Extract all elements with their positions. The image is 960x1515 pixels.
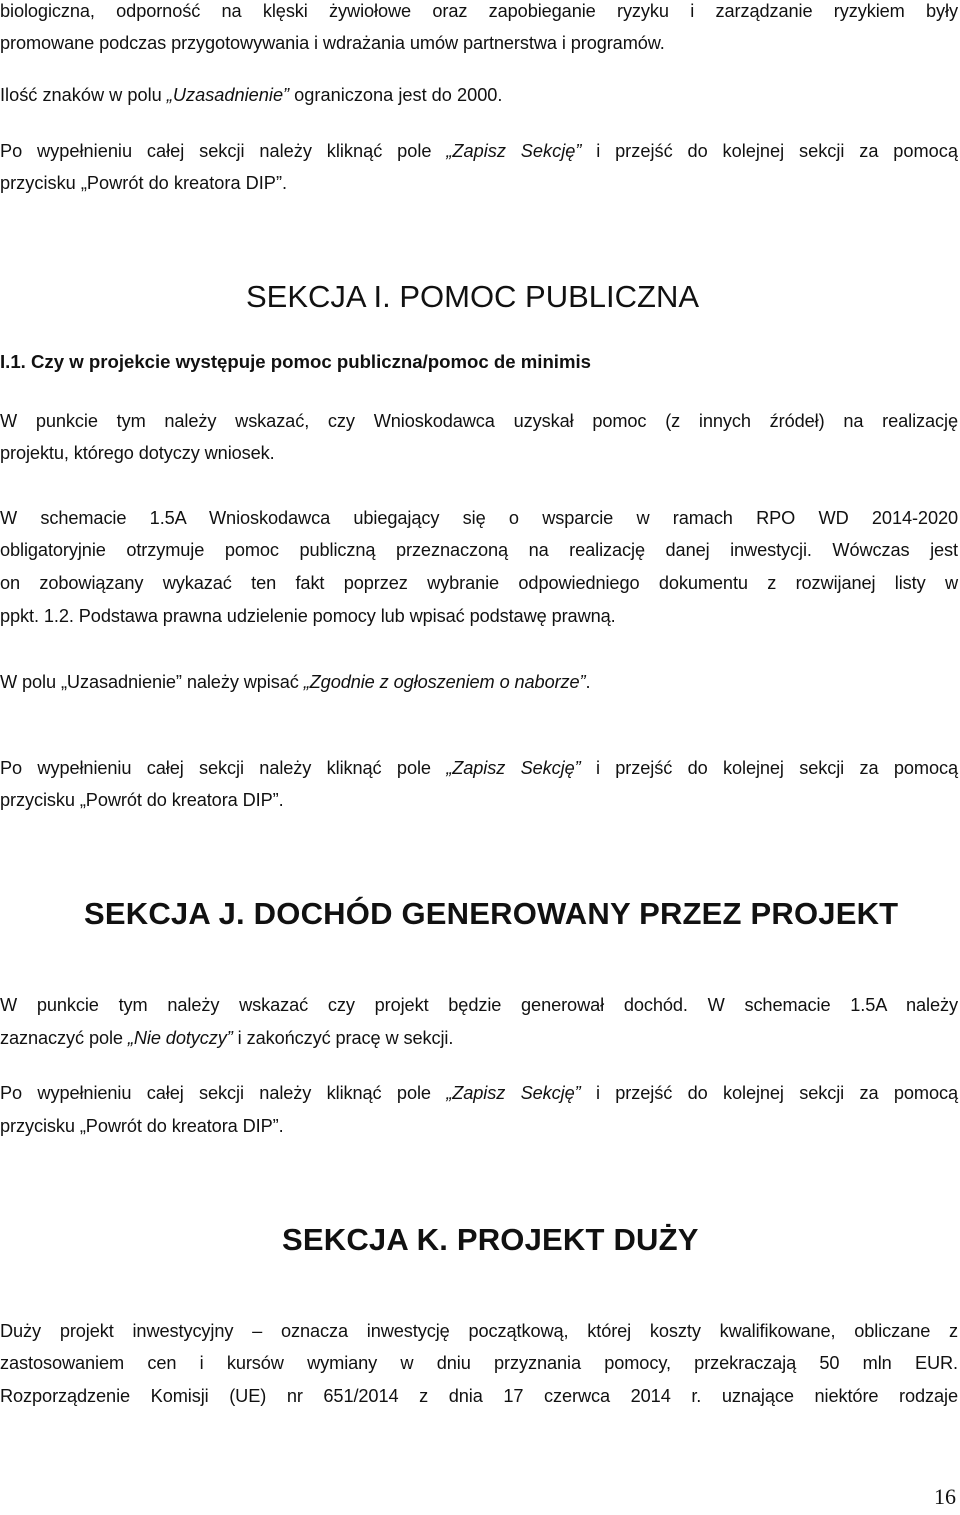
section-j-para-line2: zaznaczyć pole „Nie dotyczy” i zakończyć pracę w sekcji. [0, 1028, 454, 1048]
section-i-para1-line2: projektu, którego dotyczy wniosek. [0, 443, 275, 463]
intro-line-1: biologiczna, odporność na klęski żywiołowe oraz zapobieganie ryzyku i zarządzanie ryzykiem były [0, 1, 958, 21]
section-i-para2-line1: W schemacie 1.5A Wnioskodawca ubiegający się o wsparcie w ramach RPO WD 2014-2020 [0, 508, 958, 528]
section-k-line2: zastosowaniem cen i kursów wymiany w dniu przyznania pomocy, przekraczają 50 mln EUR. [0, 1353, 958, 1373]
page-number: 16 [934, 1484, 956, 1509]
save-instruction-line-1: Po wypełnieniu całej sekcji należy kliknąć pole „Zapisz Sekcję” i przejść do kolejnej sekcji za pomocą [0, 141, 958, 161]
section-i-subtitle: I.1. Czy w projekcie występuje pomoc publiczna/pomoc de minimis [0, 351, 592, 372]
char-limit-note: Ilość znaków w polu „Uzasadnienie” ograniczona jest do 2000. [0, 85, 503, 105]
section-i-para2-line3: on zobowiązany wykazać ten fakt poprzez wybranie odpowiedniego dokumentu z rozwijanej listy w [0, 573, 958, 593]
section-i-title: SEKCJA I. POMOC PUBLICZNA [246, 279, 700, 314]
section-j-save-line-1: Po wypełnieniu całej sekcji należy kliknąć pole „Zapisz Sekcję” i przejść do kolejnej sekcji za pomocą [0, 1083, 959, 1103]
intro-line-2: promowane podczas przygotowywania i wdrażania umów partnerstwa i programów. [0, 33, 665, 53]
save-instruction-line-2: przycisku „Powrót do kreatora DIP”. [0, 173, 288, 193]
section-i-para1-line1: W punkcie tym należy wskazać, czy Wnioskodawca uzyskał pomoc (z innych źródeł) na realizację [0, 411, 958, 431]
section-k-title: SEKCJA K. PROJEKT DUŻY [282, 1222, 699, 1257]
section-i-save-line-2: przycisku „Powrót do kreatora DIP”. [0, 790, 284, 810]
section-i-para2-line2: obligatoryjnie otrzymuje pomoc publiczną przeznaczoną na realizację danej inwestycji. Wówczas jest [0, 540, 958, 560]
section-k-line1: Duży projekt inwestycyjny – oznacza inwestycję początkową, której koszty kwalifikowane, obliczane z [0, 1321, 958, 1341]
section-i-para2-line4: ppkt. 1.2. Podstawa prawna udzielenie pomocy lub wpisać podstawę prawną. [0, 606, 616, 626]
section-i-save-line-1: Po wypełnieniu całej sekcji należy kliknąć pole „Zapisz Sekcję” i przejść do kolejnej sekcji za pomocą [0, 758, 959, 778]
section-k-line3: Rozporządzenie Komisji (UE) nr 651/2014 z dnia 17 czerwca 2014 r. uznające niektóre rodzaje [0, 1386, 958, 1406]
section-i-justification-note: W polu „Uzasadnienie” należy wpisać „Zgodnie z ogłoszeniem o naborze”. [0, 672, 591, 692]
section-j-save-line-2: przycisku „Powrót do kreatora DIP”. [0, 1116, 284, 1136]
section-j-title: SEKCJA J. DOCHÓD GENEROWANY PRZEZ PROJEKT [84, 896, 899, 931]
section-j-para-line1: W punkcie tym należy wskazać czy projekt będzie generował dochód. W schemacie 1.5A należy [0, 995, 958, 1015]
